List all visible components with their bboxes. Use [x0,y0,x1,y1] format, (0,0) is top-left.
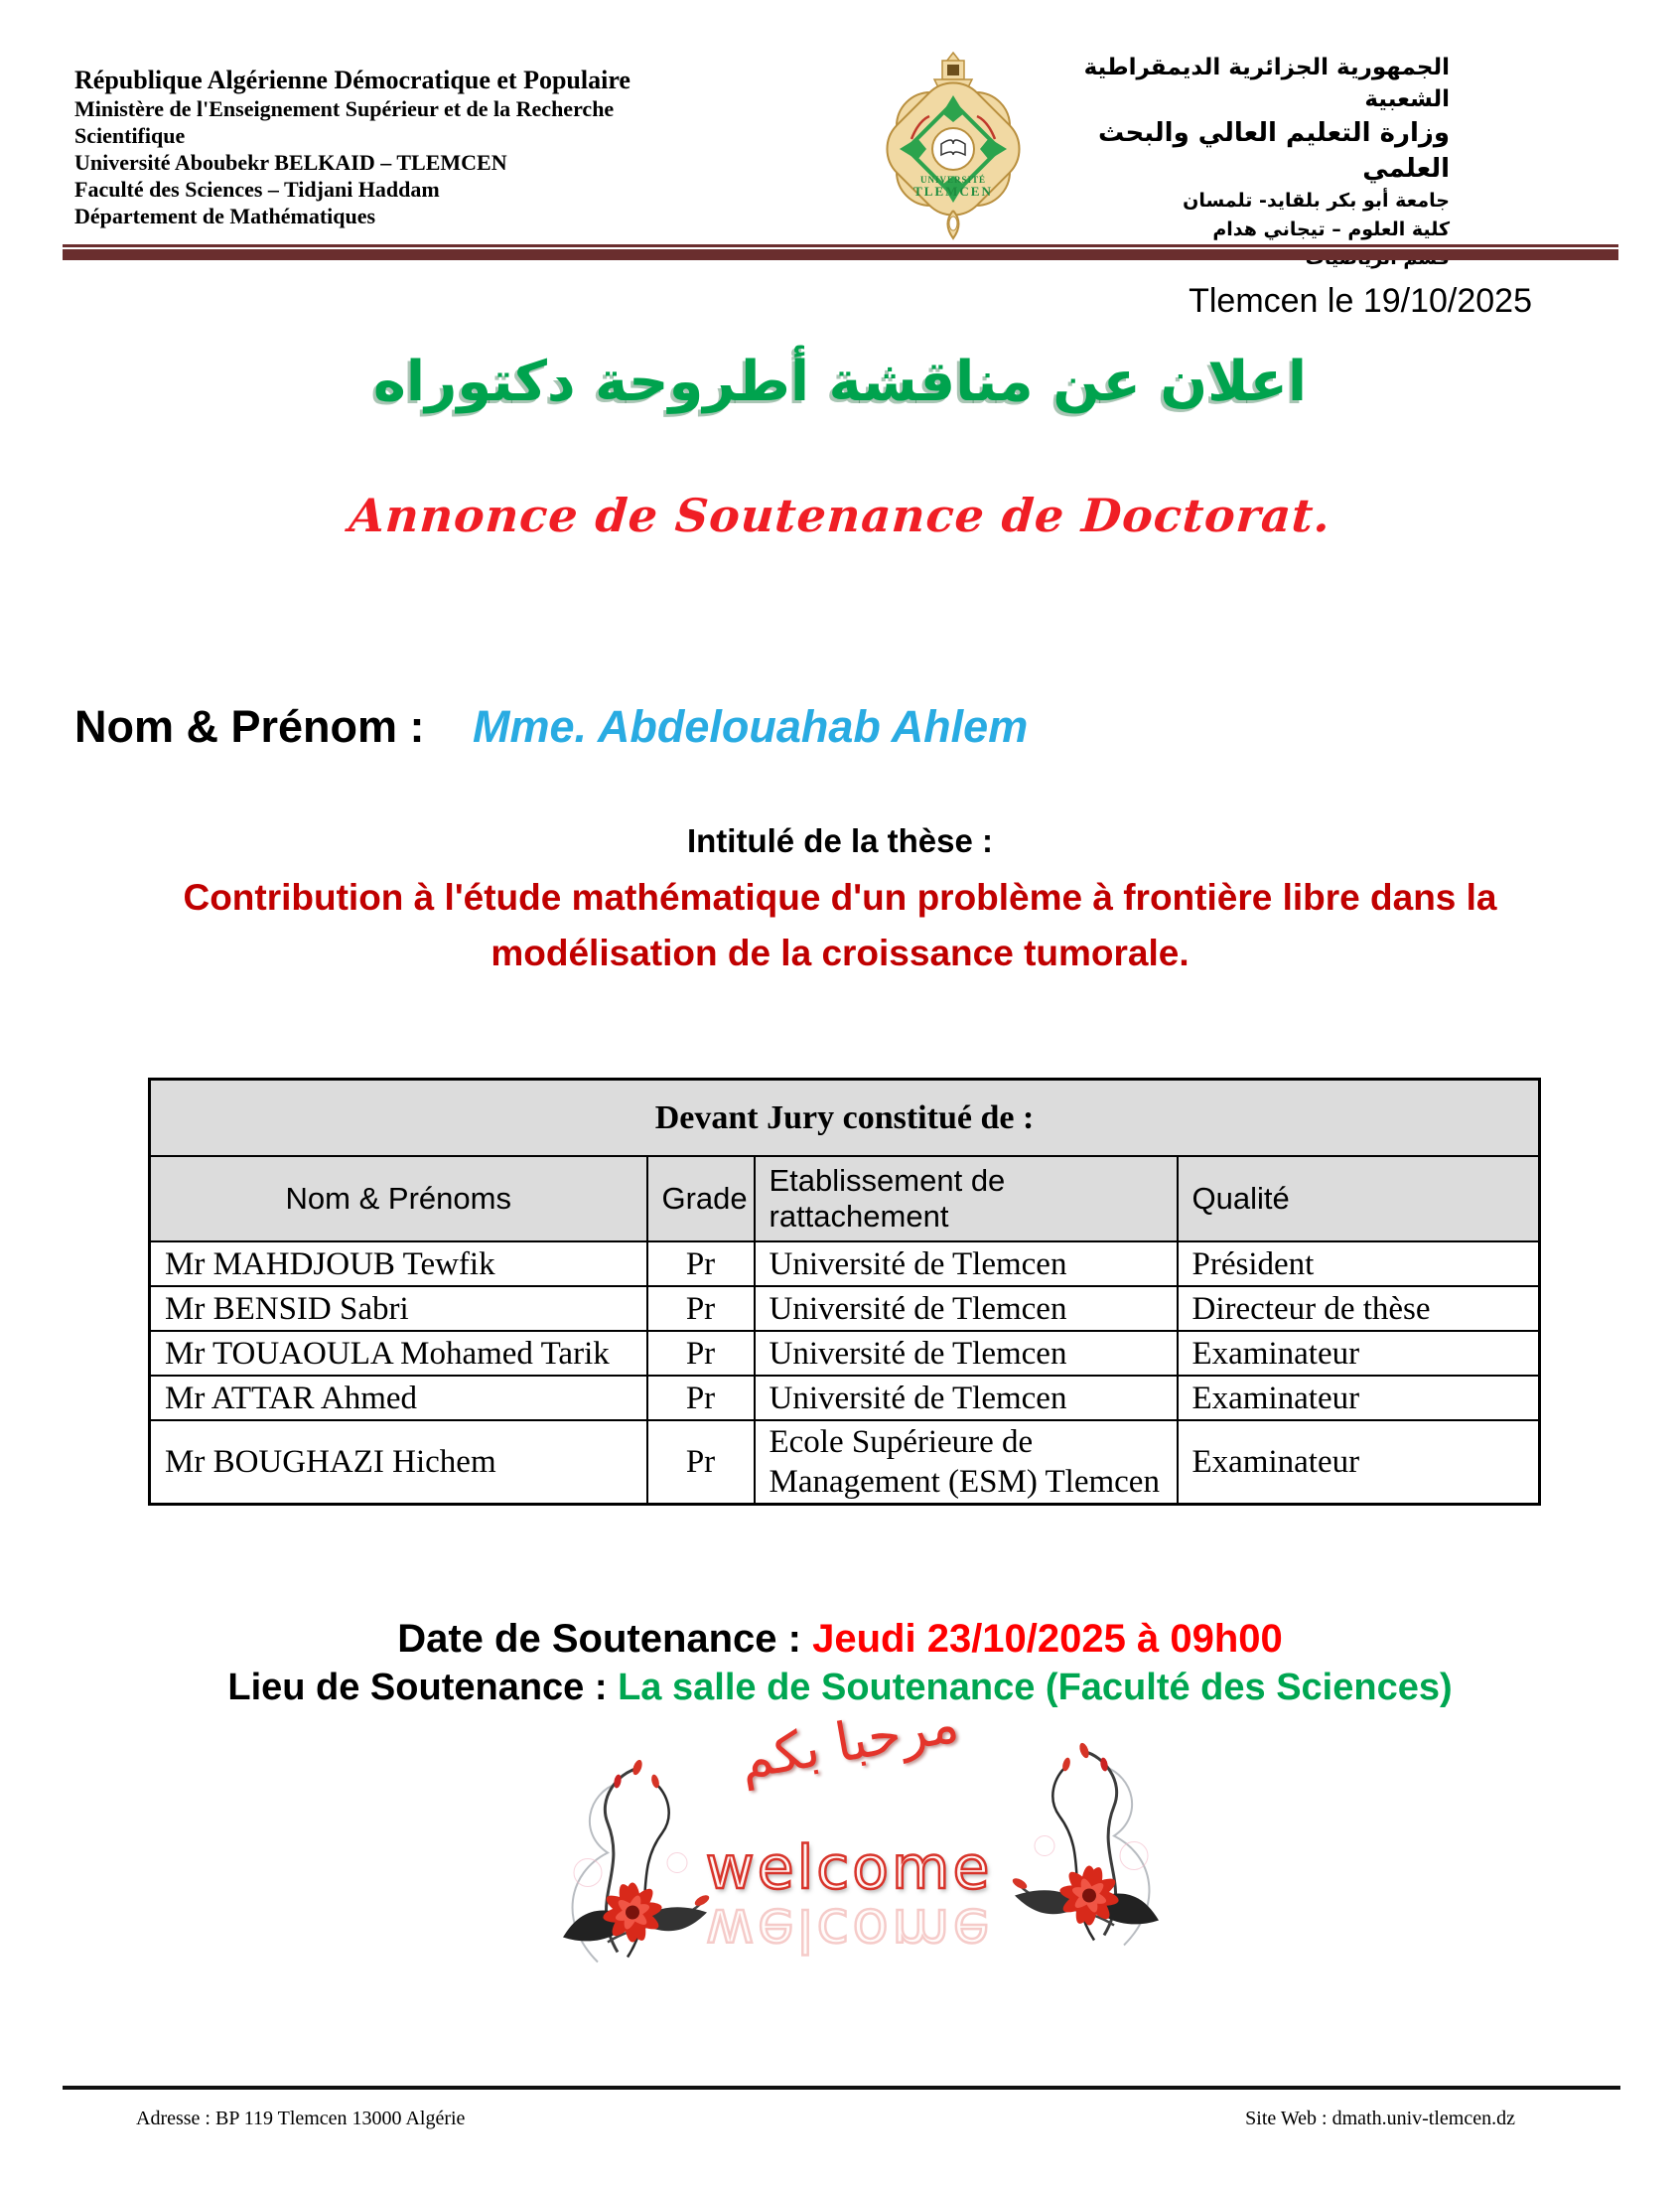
jury-member-name: Mr TOUAOULA Mohamed Tarik [150,1331,647,1376]
jury-member-grade: Pr [647,1286,755,1331]
candidate-label: Nom & Prénom : [74,701,425,752]
jury-member-etablissement: Université de Tlemcen [755,1241,1178,1286]
jury-table [148,1078,1541,1506]
defense-place-label: Lieu de Soutenance : [227,1667,608,1708]
jury-member-name: Mr ATTAR Ahmed [150,1376,647,1420]
footer-address: Adresse : BP 119 Tlemcen 13000 Algérie [136,2108,466,2129]
republic-line: République Algérienne Démocratique et Populaire [74,66,630,94]
column-header-name: Nom & Prénoms [150,1156,647,1241]
ministry-line: Ministère de l'Enseignement Supérieur et de la Recherche Scientifique [74,96,615,148]
jury-member-etablissement: Université de Tlemcen [755,1286,1178,1331]
dateline: Tlemcen le 19/10/2025 [1189,282,1532,320]
footer-website: Site Web : dmath.univ-tlemcen.dz [1245,2108,1515,2129]
jury-member-qualite: Examinateur [1178,1420,1540,1505]
jury-member-grade: Pr [647,1420,755,1505]
institution-block-arabic [1033,52,1450,273]
institution-block-french [74,66,670,229]
jury-row [150,1376,1540,1420]
column-header-qualite: Qualité [1178,1156,1540,1241]
university-tlemcen-logo [874,52,1033,240]
jury-table-title: Devant Jury constitué de : [150,1080,1540,1157]
jury-member-grade: Pr [647,1241,755,1286]
logo-text-tlemcen: TLEMCEN [913,184,993,199]
column-header-etablissement: Etablissement de rattachement [755,1156,1178,1241]
header-divider-thick-line [63,249,1618,260]
jury-member-qualite: Président [1178,1241,1540,1286]
jury-member-grade: Pr [647,1331,755,1376]
announcement-title-arabic: اعلان عن مناقشة أطروحة دكتوراه [372,350,1308,414]
faculty-line-ar: كلية العلوم – تيجاني هدام [1212,218,1450,240]
welcome-text-reflection: welcome [705,1895,993,1965]
jury-row [150,1241,1540,1286]
welcome-text-latin: welcome [705,1833,993,1903]
jury-member-qualite: Examinateur [1178,1331,1540,1376]
defense-place-value: La salle de Soutenance (Faculté des Sciences) [618,1667,1453,1708]
university-line-ar: جامعة أبو بكر بلقايد- تلمسان [1183,190,1450,212]
column-header-grade: Grade [647,1156,755,1241]
announcement-title-french: Annonce de Soutenance de Doctorat. [347,489,1333,542]
logo-text-universite: UNIVERSITÉ [919,175,987,185]
candidate-name: Mme. Abdelouahab Ahlem [472,701,1029,752]
jury-member-qualite: Examinateur [1178,1376,1540,1420]
republic-line-ar: الجمهورية الجزائرية الديمقراطية الشعبية [1083,55,1450,112]
thesis-title: Contribution à l'étude mathématique d'un problème à frontière libre dans la modélisation de la croissance tumorale. [183,877,1497,973]
jury-member-qualite: Directeur de thèse [1178,1286,1540,1331]
department-line: Département de Mathématiques [74,204,376,228]
header-divider-thin-line [63,244,1618,247]
defense-date-label: Date de Soutenance : [397,1617,801,1661]
ministry-line-ar: وزارة التعليم العالي والبحث العلمي [1098,118,1450,184]
jury-member-etablissement: Ecole Supérieure de Management (ESM) Tlemcen [755,1420,1178,1505]
university-logo-icon [874,52,1033,240]
jury-table-title-row [150,1080,1540,1157]
jury-row [150,1420,1540,1505]
faculty-line: Faculté des Sciences – Tidjani Haddam [74,177,440,202]
defense-date-line [0,1617,1680,1662]
jury-row [150,1286,1540,1331]
jury-member-etablissement: Université de Tlemcen [755,1376,1178,1420]
welcome-text-wrap [670,1833,1028,1963]
candidate-row [74,701,1028,753]
welcome-text-arabic: مرحبا بكم [734,1691,964,1792]
jury-member-name: Mr BENSID Sabri [150,1286,647,1331]
flower-ornament-right-icon [985,1734,1184,1958]
university-line: Université Aboubekr BELKAID – TLEMCEN [74,150,507,175]
jury-member-name: Mr BOUGHAZI Hichem [150,1420,647,1505]
jury-member-etablissement: Université de Tlemcen [755,1331,1178,1376]
thesis-label: Intitulé de la thèse : [686,822,994,859]
footer [136,2108,1515,2130]
welcome-banner [496,1691,1191,1974]
jury-table-header-row [150,1156,1540,1241]
jury-member-grade: Pr [647,1376,755,1420]
jury-member-name: Mr MAHDJOUB Tewfik [150,1241,647,1286]
footer-divider [63,2086,1620,2090]
defense-place-line [0,1667,1680,1709]
header-divider [63,244,1618,260]
jury-row [150,1331,1540,1376]
defense-date-value: Jeudi 23/10/2025 à 09h00 [812,1617,1283,1661]
